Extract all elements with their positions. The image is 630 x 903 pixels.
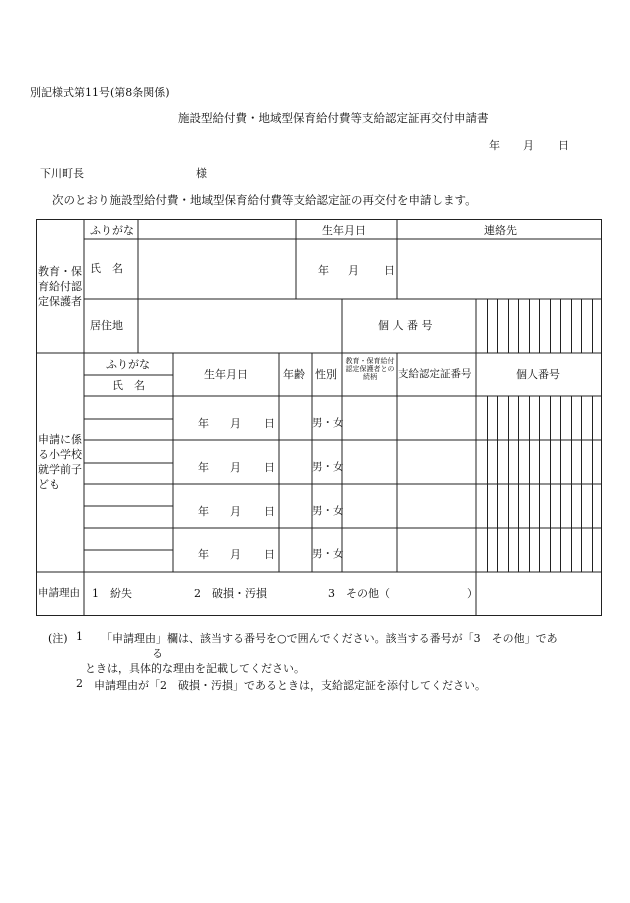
- child-sex-header: 性別: [315, 368, 337, 381]
- child-birth-month: 月: [230, 417, 241, 430]
- child-relation-header: 教育・保育給付認定保護者との続柄: [345, 357, 395, 381]
- intro-text: 次のとおり施設型給付費・地域型保育給付費等支給認定証の再交付を申請します。: [52, 193, 477, 207]
- child-name-header: 氏 名: [112, 379, 145, 392]
- guardian-section-label: 教育・保育給付認定保護者: [38, 265, 82, 308]
- child-birth-month: 月: [230, 461, 241, 474]
- guardian-contact-header: 連絡先: [484, 224, 517, 237]
- date-day: 日: [558, 139, 569, 152]
- guardian-birth-month: 月: [348, 264, 359, 277]
- application-table: [36, 219, 602, 616]
- guardian-address-label: 居住地: [90, 319, 123, 332]
- child-birth-month: 月: [230, 548, 241, 561]
- guardian-birth-day: 日: [384, 264, 395, 277]
- note-1-line-a: 「申請理由」欄は、該当する番号を○で囲んでください。該当する番号が「3 その他」であ: [101, 632, 558, 645]
- child-birth-day: 日: [264, 461, 275, 474]
- child-sex: 男・女: [312, 417, 344, 429]
- note-1-number: 1: [76, 630, 83, 643]
- guardian-birth-year: 年: [318, 264, 329, 277]
- note-2-text: 申請理由が「2 破損・汚損」であるときは，支給認定証を添付してください。: [94, 679, 486, 692]
- reason-option-lost: 1 紛失: [92, 587, 132, 600]
- child-birth-year: 年: [198, 505, 209, 518]
- child-sex: 男・女: [312, 548, 344, 560]
- child-birth-day: 日: [264, 417, 275, 430]
- child-personal-number-header: 個人番号: [516, 368, 560, 381]
- note-1-line-b: る: [152, 647, 163, 660]
- children-section-label: 申請に係る小学校就学前子ども: [38, 433, 82, 491]
- child-cert-number-header: 支給認定証番号: [398, 368, 472, 380]
- note-1-line-c: ときは，具体的な理由を記載してください。: [85, 662, 305, 675]
- guardian-name-label: 氏 名: [90, 262, 123, 275]
- form-title: 施設型給付費・地域型保育給付費等支給認定証再交付申請書: [178, 111, 489, 125]
- child-birth-day: 日: [264, 548, 275, 561]
- guardian-personal-number-label: 個 人 番 号: [378, 319, 433, 332]
- child-sex: 男・女: [312, 461, 344, 473]
- reason-option-other: 3 その他（ ）: [328, 587, 478, 600]
- child-furigana-header: ふりがな: [106, 358, 150, 371]
- note-prefix: (注): [48, 632, 68, 645]
- child-birth-year: 年: [198, 461, 209, 474]
- reason-option-damaged: 2 破損・汚損: [194, 587, 267, 600]
- guardian-furigana-label: ふりがな: [90, 224, 134, 237]
- child-sex: 男・女: [312, 505, 344, 517]
- child-birth-year: 年: [198, 548, 209, 561]
- child-birthdate-header: 生年月日: [204, 368, 248, 381]
- note-2-number: 2: [76, 677, 83, 690]
- child-birth-month: 月: [230, 505, 241, 518]
- form-number: 別記様式第11号(第8条関係): [30, 86, 170, 99]
- date-year: 年: [489, 139, 500, 152]
- addressee-honorific: 様: [196, 167, 207, 180]
- child-age-header: 年齢: [283, 368, 305, 381]
- child-birth-day: 日: [264, 505, 275, 518]
- addressee-name: 下川町長: [40, 167, 84, 180]
- date-month: 月: [523, 139, 534, 152]
- guardian-birthdate-header: 生年月日: [322, 224, 366, 237]
- child-birth-year: 年: [198, 417, 209, 430]
- reason-label: 申請理由: [38, 587, 80, 599]
